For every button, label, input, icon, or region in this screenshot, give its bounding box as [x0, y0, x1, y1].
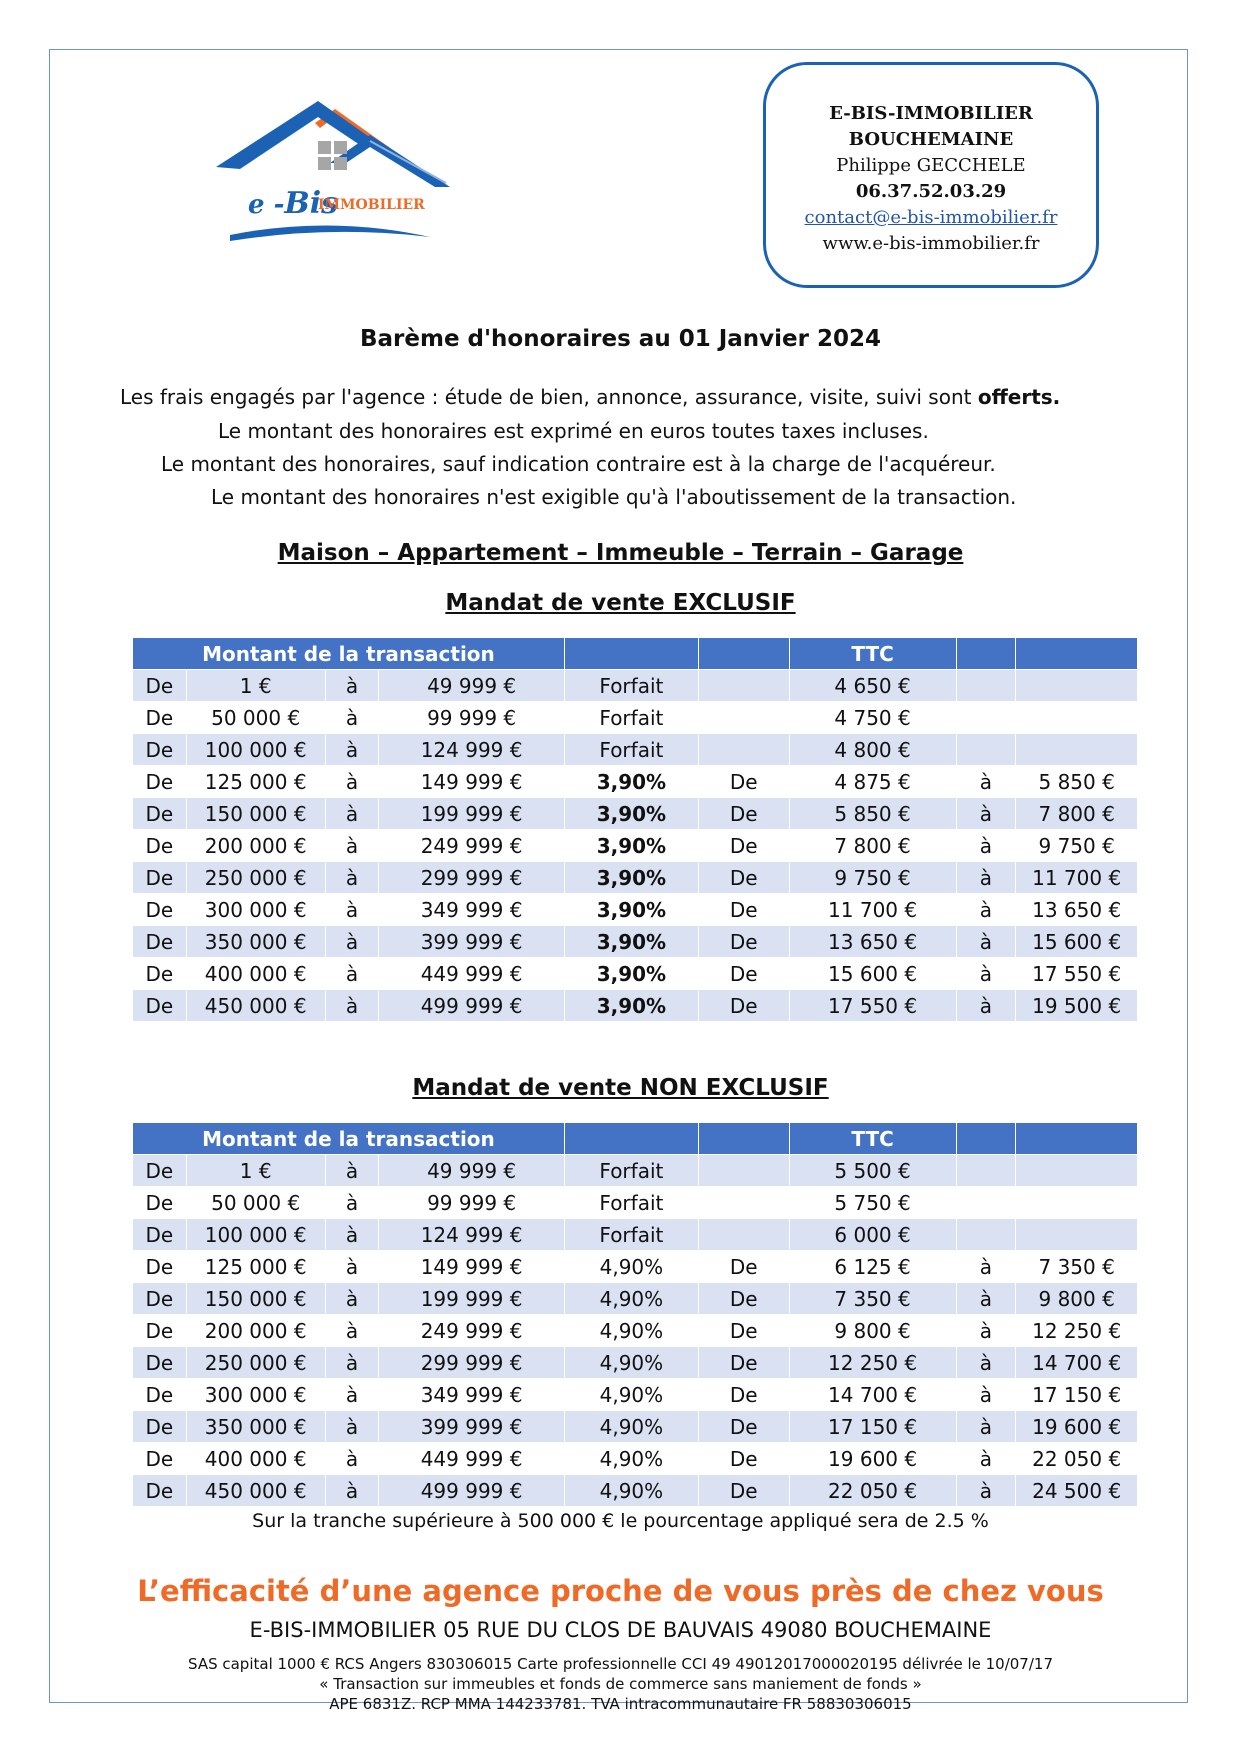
cell-de2: De	[698, 990, 789, 1022]
cell-fee-to: 19 600 €	[1016, 1411, 1138, 1443]
cell-to: 99 999 €	[379, 702, 565, 734]
cell-rate: 4,90%	[564, 1475, 698, 1507]
cell-rate: 4,90%	[564, 1347, 698, 1379]
cell-a2: à	[956, 958, 1016, 990]
cell-rate: Forfait	[564, 1219, 698, 1251]
table-row	[133, 1155, 1138, 1187]
logo-brand-suffix: IMMOBILIER	[318, 197, 425, 213]
cell-de: De	[133, 958, 187, 990]
table-row	[133, 702, 1138, 734]
table-row	[133, 670, 1138, 702]
footer-legal-2: « Transaction sur immeubles et fonds de commerce sans maniement de fonds »	[319, 1675, 922, 1693]
cell-rate: 3,90%	[564, 798, 698, 830]
table-header-row	[133, 638, 1138, 670]
exclusive-table	[132, 637, 1138, 1022]
cell-de: De	[133, 766, 187, 798]
property-types-heading: Maison – Appartement – Immeuble – Terrain – Garage	[277, 540, 964, 566]
cell-to: 149 999 €	[379, 766, 565, 798]
cell-a: à	[325, 1219, 379, 1251]
contact-email-link[interactable]: contact@e-bis-immobilier.fr	[804, 207, 1058, 228]
cell-fee-from: 4 750 €	[789, 702, 956, 734]
logo-brand-name: Bis	[284, 186, 339, 221]
cell-to: 449 999 €	[379, 1443, 565, 1475]
cell-a2: à	[956, 1379, 1016, 1411]
cell-de: De	[133, 1219, 187, 1251]
non-exclusive-heading: Mandat de vente NON EXCLUSIF	[412, 1075, 829, 1101]
intro-line-3: Le montant des honoraires, sauf indication contraire est à la charge de l'acquéreur.	[161, 452, 996, 476]
cell-from: 125 000 €	[186, 1251, 325, 1283]
non-exclusive-table	[132, 1122, 1138, 1507]
intro-line-1	[120, 385, 1060, 409]
footer-slogan: L’efficacité d’une agence proche de vous près de chez vous	[137, 1574, 1104, 1608]
cell-a2: à	[956, 1411, 1016, 1443]
cell-de2: De	[698, 1475, 789, 1507]
cell-rate: 4,90%	[564, 1283, 698, 1315]
footer-legal-3: APE 6831Z. RCP MMA 144233781. TVA intracommunautaire FR 58830306015	[329, 1695, 912, 1713]
table-row	[133, 1443, 1138, 1475]
cell-to: 49 999 €	[379, 1155, 565, 1187]
cell-a: à	[325, 1155, 379, 1187]
cell-de2: De	[698, 1379, 789, 1411]
cell-de2: De	[698, 1283, 789, 1315]
cell-to: 249 999 €	[379, 1315, 565, 1347]
header-empty	[1016, 1123, 1138, 1155]
table-row	[133, 894, 1138, 926]
cell-a2: à	[956, 1347, 1016, 1379]
cell-from: 100 000 €	[186, 1219, 325, 1251]
cell-de2	[698, 734, 789, 766]
cell-fee-from: 14 700 €	[789, 1379, 956, 1411]
cell-de: De	[133, 862, 187, 894]
cell-de2: De	[698, 1315, 789, 1347]
cell-to: 349 999 €	[379, 894, 565, 926]
table-row	[133, 1219, 1138, 1251]
header-empty	[1016, 638, 1138, 670]
page-title: Barème d'honoraires au 01 Janvier 2024	[359, 326, 881, 352]
cell-rate: 3,90%	[564, 926, 698, 958]
cell-fee-from: 5 500 €	[789, 1155, 956, 1187]
cell-de: De	[133, 1347, 187, 1379]
contact-name: Philippe GECCHELE	[836, 155, 1026, 176]
cell-to: 49 999 €	[379, 670, 565, 702]
cell-de2: De	[698, 1443, 789, 1475]
cell-a: à	[325, 1475, 379, 1507]
cell-de2	[698, 1219, 789, 1251]
cell-de2: De	[698, 766, 789, 798]
cell-de2	[698, 702, 789, 734]
intro-line-1-text: Les frais engagés par l'agence : étude de bien, annonce, assurance, visite, suivi sont	[120, 385, 978, 409]
cell-de: De	[133, 1155, 187, 1187]
table-row	[133, 958, 1138, 990]
header-empty	[564, 638, 698, 670]
cell-from: 200 000 €	[186, 1315, 325, 1347]
cell-from: 200 000 €	[186, 830, 325, 862]
cell-rate: Forfait	[564, 1155, 698, 1187]
cell-rate: Forfait	[564, 702, 698, 734]
cell-from: 50 000 €	[186, 702, 325, 734]
cell-de2: De	[698, 894, 789, 926]
intro-line-1-bold: offerts.	[977, 385, 1061, 409]
cell-a2: à	[956, 862, 1016, 894]
cell-a2: à	[956, 926, 1016, 958]
cell-fee-to	[1016, 1219, 1138, 1251]
footer-address: E-BIS-IMMOBILIER 05 RUE DU CLOS DE BAUVAIS 49080 BOUCHEMAINE	[249, 1618, 992, 1642]
cell-from: 300 000 €	[186, 1379, 325, 1411]
cell-a2: à	[956, 766, 1016, 798]
contact-phone: 06.37.52.03.29	[855, 181, 1007, 202]
cell-fee-to: 19 500 €	[1016, 990, 1138, 1022]
cell-fee-to: 17 550 €	[1016, 958, 1138, 990]
cell-a: à	[325, 1251, 379, 1283]
cell-fee-to	[1016, 1187, 1138, 1219]
table-row	[133, 990, 1138, 1022]
cell-a: à	[325, 1347, 379, 1379]
company-logo	[210, 95, 460, 255]
cell-to: 149 999 €	[379, 1251, 565, 1283]
cell-fee-from: 9 750 €	[789, 862, 956, 894]
table-row	[133, 926, 1138, 958]
cell-a2	[956, 734, 1016, 766]
header-empty	[956, 1123, 1016, 1155]
cell-de2: De	[698, 830, 789, 862]
cell-a: à	[325, 734, 379, 766]
cell-de2: De	[698, 798, 789, 830]
cell-to: 124 999 €	[379, 734, 565, 766]
cell-a2: à	[956, 990, 1016, 1022]
cell-fee-to: 24 500 €	[1016, 1475, 1138, 1507]
cell-a: à	[325, 862, 379, 894]
table-row	[133, 1411, 1138, 1443]
cell-to: 99 999 €	[379, 1187, 565, 1219]
cell-de: De	[133, 1283, 187, 1315]
cell-fee-from: 22 050 €	[789, 1475, 956, 1507]
cell-from: 150 000 €	[186, 1283, 325, 1315]
cell-rate: Forfait	[564, 1187, 698, 1219]
cell-de2: De	[698, 958, 789, 990]
cell-fee-to: 11 700 €	[1016, 862, 1138, 894]
cell-de: De	[133, 670, 187, 702]
header-ttc: TTC	[789, 638, 956, 670]
table-row	[133, 1283, 1138, 1315]
cell-a2: à	[956, 1315, 1016, 1347]
header-amount: Montant de la transaction	[133, 1123, 565, 1155]
cell-rate: 4,90%	[564, 1379, 698, 1411]
cell-a2	[956, 1219, 1016, 1251]
cell-a2	[956, 702, 1016, 734]
upper-bracket-note: Sur la tranche supérieure à 500 000 € le pourcentage appliqué sera de 2.5 %	[252, 1510, 989, 1532]
cell-to: 399 999 €	[379, 926, 565, 958]
cell-de2: De	[698, 1347, 789, 1379]
contact-city: BOUCHEMAINE	[848, 129, 1014, 150]
cell-a: à	[325, 702, 379, 734]
cell-to: 499 999 €	[379, 1475, 565, 1507]
cell-rate: 3,90%	[564, 862, 698, 894]
cell-a: à	[325, 926, 379, 958]
cell-fee-to: 13 650 €	[1016, 894, 1138, 926]
cell-de2	[698, 670, 789, 702]
cell-rate: 4,90%	[564, 1251, 698, 1283]
cell-from: 1 €	[186, 1155, 325, 1187]
cell-to: 199 999 €	[379, 1283, 565, 1315]
table-row	[133, 830, 1138, 862]
cell-fee-to: 7 800 €	[1016, 798, 1138, 830]
cell-fee-to: 15 600 €	[1016, 926, 1138, 958]
cell-from: 100 000 €	[186, 734, 325, 766]
cell-a: à	[325, 894, 379, 926]
cell-rate: 3,90%	[564, 990, 698, 1022]
cell-a2: à	[956, 1443, 1016, 1475]
cell-de: De	[133, 702, 187, 734]
logo-wave	[230, 225, 430, 241]
cell-fee-from: 17 550 €	[789, 990, 956, 1022]
intro-line-4: Le montant des honoraires n'est exigible qu'à l'aboutissement de la transaction.	[211, 485, 1017, 509]
cell-de: De	[133, 1475, 187, 1507]
cell-de: De	[133, 1443, 187, 1475]
cell-a: à	[325, 990, 379, 1022]
table-row	[133, 1251, 1138, 1283]
header-ttc: TTC	[789, 1123, 956, 1155]
cell-to: 349 999 €	[379, 1379, 565, 1411]
cell-a: à	[325, 958, 379, 990]
cell-to: 449 999 €	[379, 958, 565, 990]
cell-fee-to: 7 350 €	[1016, 1251, 1138, 1283]
cell-fee-to: 9 750 €	[1016, 830, 1138, 862]
cell-a: à	[325, 798, 379, 830]
table-row	[133, 862, 1138, 894]
cell-a: à	[325, 1379, 379, 1411]
cell-fee-from: 13 650 €	[789, 926, 956, 958]
logo-brand-prefix: e -	[248, 190, 285, 220]
cell-from: 450 000 €	[186, 990, 325, 1022]
cell-from: 1 €	[186, 670, 325, 702]
cell-from: 450 000 €	[186, 1475, 325, 1507]
cell-de: De	[133, 1315, 187, 1347]
cell-fee-to	[1016, 1155, 1138, 1187]
cell-fee-from: 4 875 €	[789, 766, 956, 798]
cell-rate: 3,90%	[564, 830, 698, 862]
cell-from: 50 000 €	[186, 1187, 325, 1219]
cell-fee-to: 22 050 €	[1016, 1443, 1138, 1475]
cell-fee-to	[1016, 702, 1138, 734]
footer-legal-1: SAS capital 1000 € RCS Angers 830306015 Carte professionnelle CCI 49 49012017000020195 délivrée le 10/07/17	[188, 1655, 1053, 1673]
header-empty	[564, 1123, 698, 1155]
table-row	[133, 798, 1138, 830]
cell-rate: 4,90%	[564, 1411, 698, 1443]
cell-a: à	[325, 670, 379, 702]
cell-de: De	[133, 798, 187, 830]
cell-fee-from: 6 000 €	[789, 1219, 956, 1251]
cell-rate: 4,90%	[564, 1443, 698, 1475]
cell-a: à	[325, 1411, 379, 1443]
cell-a: à	[325, 1315, 379, 1347]
table-header-row	[133, 1123, 1138, 1155]
cell-de2: De	[698, 862, 789, 894]
cell-rate: 3,90%	[564, 958, 698, 990]
cell-de: De	[133, 926, 187, 958]
intro-line-2: Le montant des honoraires est exprimé en euros toutes taxes incluses.	[218, 419, 929, 443]
cell-rate: Forfait	[564, 734, 698, 766]
table-row	[133, 734, 1138, 766]
cell-to: 299 999 €	[379, 1347, 565, 1379]
contact-company: E-BIS-IMMOBILIER	[829, 103, 1033, 124]
cell-a2: à	[956, 894, 1016, 926]
cell-to: 499 999 €	[379, 990, 565, 1022]
cell-de2	[698, 1187, 789, 1219]
cell-de2: De	[698, 1251, 789, 1283]
table-row	[133, 1475, 1138, 1507]
cell-a2: à	[956, 1251, 1016, 1283]
cell-to: 249 999 €	[379, 830, 565, 862]
cell-from: 125 000 €	[186, 766, 325, 798]
cell-fee-from: 7 350 €	[789, 1283, 956, 1315]
header-empty	[698, 1123, 789, 1155]
cell-fee-from: 17 150 €	[789, 1411, 956, 1443]
cell-fee-to	[1016, 734, 1138, 766]
cell-from: 150 000 €	[186, 798, 325, 830]
cell-fee-from: 4 800 €	[789, 734, 956, 766]
cell-a2: à	[956, 830, 1016, 862]
cell-de: De	[133, 734, 187, 766]
cell-a2	[956, 1187, 1016, 1219]
cell-from: 300 000 €	[186, 894, 325, 926]
cell-a: à	[325, 1283, 379, 1315]
logo-roof-right	[330, 135, 450, 187]
cell-from: 400 000 €	[186, 1443, 325, 1475]
cell-to: 299 999 €	[379, 862, 565, 894]
cell-de: De	[133, 830, 187, 862]
contact-website[interactable]: www.e-bis-immobilier.fr	[822, 233, 1040, 254]
cell-a: à	[325, 766, 379, 798]
cell-to: 399 999 €	[379, 1411, 565, 1443]
cell-de2: De	[698, 926, 789, 958]
cell-from: 400 000 €	[186, 958, 325, 990]
cell-fee-to: 17 150 €	[1016, 1379, 1138, 1411]
cell-a2	[956, 1155, 1016, 1187]
cell-rate: 4,90%	[564, 1315, 698, 1347]
cell-fee-from: 4 650 €	[789, 670, 956, 702]
cell-de: De	[133, 1251, 187, 1283]
cell-fee-to: 5 850 €	[1016, 766, 1138, 798]
cell-fee-from: 6 125 €	[789, 1251, 956, 1283]
table-row	[133, 1347, 1138, 1379]
cell-fee-to: 9 800 €	[1016, 1283, 1138, 1315]
header-amount: Montant de la transaction	[133, 638, 565, 670]
logo-roof-main	[216, 101, 378, 169]
cell-de: De	[133, 1187, 187, 1219]
cell-de: De	[133, 1379, 187, 1411]
header-empty	[698, 638, 789, 670]
cell-fee-from: 19 600 €	[789, 1443, 956, 1475]
cell-rate: Forfait	[564, 670, 698, 702]
cell-to: 199 999 €	[379, 798, 565, 830]
cell-a2: à	[956, 798, 1016, 830]
cell-a2: à	[956, 1475, 1016, 1507]
table-row	[133, 766, 1138, 798]
cell-a: à	[325, 1443, 379, 1475]
cell-fee-from: 11 700 €	[789, 894, 956, 926]
cell-a: à	[325, 830, 379, 862]
cell-fee-from: 7 800 €	[789, 830, 956, 862]
cell-de2: De	[698, 1411, 789, 1443]
cell-from: 250 000 €	[186, 862, 325, 894]
contact-box	[763, 62, 1099, 288]
cell-fee-from: 5 850 €	[789, 798, 956, 830]
cell-a2	[956, 670, 1016, 702]
cell-rate: 3,90%	[564, 894, 698, 926]
table-row	[133, 1187, 1138, 1219]
cell-to: 124 999 €	[379, 1219, 565, 1251]
cell-de: De	[133, 1411, 187, 1443]
table-row	[133, 1315, 1138, 1347]
cell-de: De	[133, 894, 187, 926]
cell-a2: à	[956, 1283, 1016, 1315]
cell-fee-from: 9 800 €	[789, 1315, 956, 1347]
table-row	[133, 1379, 1138, 1411]
cell-fee-to	[1016, 670, 1138, 702]
cell-de2	[698, 1155, 789, 1187]
cell-fee-to: 14 700 €	[1016, 1347, 1138, 1379]
cell-rate: 3,90%	[564, 766, 698, 798]
header-empty	[956, 638, 1016, 670]
cell-from: 350 000 €	[186, 1411, 325, 1443]
exclusive-heading: Mandat de vente EXCLUSIF	[445, 590, 796, 616]
cell-fee-from: 5 750 €	[789, 1187, 956, 1219]
cell-from: 250 000 €	[186, 1347, 325, 1379]
cell-fee-from: 15 600 €	[789, 958, 956, 990]
cell-fee-from: 12 250 €	[789, 1347, 956, 1379]
cell-a: à	[325, 1187, 379, 1219]
cell-de: De	[133, 990, 187, 1022]
cell-fee-to: 12 250 €	[1016, 1315, 1138, 1347]
cell-from: 350 000 €	[186, 926, 325, 958]
